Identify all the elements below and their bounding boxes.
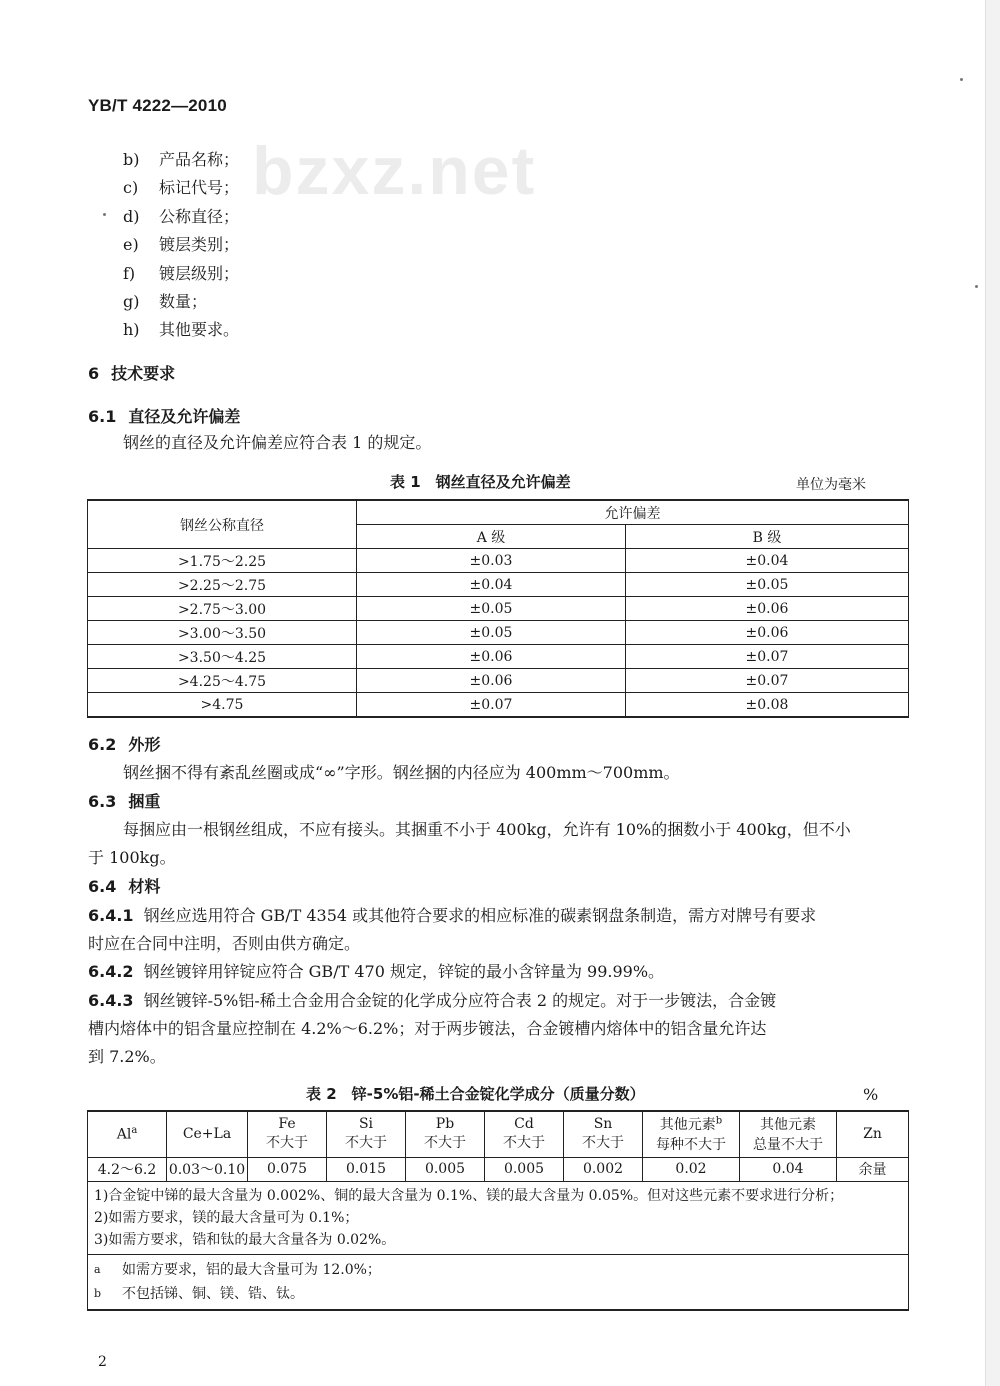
section-6-3-line1: 每捆应由一根钢丝组成，不应有接头。其捆重不小于 400kg，允许有 10%的捆数小于 400kg，但不小 bbox=[123, 820, 851, 839]
section-6-3-heading: 6.3 捆重 bbox=[88, 792, 161, 811]
table-2-unit: % bbox=[863, 1085, 879, 1104]
table-row: >4.75 ±0.07 ±0.08 bbox=[88, 693, 909, 718]
section-6-4-2: 6.4.2 钢丝镀锌用锌锭应符合 GB/T 470 规定，锌锭的最小含锌量为 99.99%。 bbox=[88, 962, 665, 981]
table-2-header: Pb 不大于 bbox=[406, 1111, 485, 1157]
footnote-item: a 如需方要求，铝的最大含量可为 12.0%； bbox=[94, 1261, 381, 1278]
table-2 bbox=[87, 1110, 909, 1311]
table-1-header-a: A 级 bbox=[357, 525, 626, 549]
section-6-4-3-line1: 6.4.3 钢丝镀锌-5%铝-稀土合金用合金锭的化学成分应符合表 2 的规定。对于一步镀法，合金镀 bbox=[88, 991, 777, 1010]
list-item: c) 标记代号； bbox=[123, 178, 240, 197]
section-6-4-1-line2: 时应在合同中注明，否则由供方确定。 bbox=[88, 934, 361, 953]
table-2-header: Sn 不大于 bbox=[564, 1111, 643, 1157]
table-row: 4.2～6.2 0.03～0.10 0.075 0.015 0.005 0.005 0.002 0.02 0.04 余量 bbox=[88, 1157, 909, 1181]
table-2-caption: 表 2 锌-5%铝-稀土合金锭化学成分（质量分数） bbox=[306, 1085, 645, 1103]
table-1-caption: 表 1 钢丝直径及允许偏差 bbox=[390, 473, 571, 491]
scan-speck bbox=[960, 78, 963, 81]
table-2-header: Ce+La bbox=[167, 1111, 248, 1157]
note-item: 2)如需方要求，镁的最大含量可为 0.1%； bbox=[94, 1209, 359, 1226]
table-2-header: 其他元素$^b$ 每种不大于 bbox=[643, 1111, 740, 1157]
page-edge bbox=[985, 0, 1000, 1386]
table-2-header: Zn bbox=[837, 1111, 909, 1157]
list-item: e) 镀层类别； bbox=[123, 235, 240, 254]
table-2-header: Cd 不大于 bbox=[485, 1111, 564, 1157]
section-6-4-3-line3: 到 7.2%。 bbox=[88, 1047, 166, 1066]
table-1-header-diameter: 钢丝公称直径 bbox=[88, 500, 357, 549]
table-1-header-b: B 级 bbox=[626, 525, 909, 549]
section-6-4-1-line1: 6.4.1 钢丝应选用符合 GB/T 4354 或其他符合要求的相应标准的碳素钢盘条制造，需方对牌号有要求 bbox=[88, 906, 817, 925]
section-6-1-body: 钢丝的直径及允许偏差应符合表 1 的规定。 bbox=[123, 433, 432, 452]
list-item: d) 公称直径； bbox=[123, 207, 240, 226]
section-6-2-body: 钢丝捆不得有紊乱丝圈或成“∞”字形。钢丝捆的内径应为 400mm～700mm。 bbox=[123, 763, 680, 782]
section-6-3-line2: 于 100kg。 bbox=[88, 848, 176, 867]
scan-speck bbox=[975, 285, 978, 288]
section-6-2-heading: 6.2 外形 bbox=[88, 735, 161, 754]
table-1 bbox=[87, 499, 909, 718]
table-2-notes bbox=[88, 1181, 909, 1254]
table-row: >3.00～3.50 ±0.05 ±0.06 bbox=[88, 621, 909, 645]
table-row: >1.75～2.25 ±0.03 ±0.04 bbox=[88, 549, 909, 573]
table-row: >4.25～4.75 ±0.06 ±0.07 bbox=[88, 669, 909, 693]
table-2-header: 其他元素 总量不大于 bbox=[740, 1111, 837, 1157]
section-6-4-heading: 6.4 材料 bbox=[88, 877, 161, 896]
table-row: >2.25～2.75 ±0.04 ±0.05 bbox=[88, 573, 909, 597]
table-2-header: Si 不大于 bbox=[327, 1111, 406, 1157]
watermark: bzxz.net bbox=[252, 133, 537, 209]
table-1-header-tolerance: 允许偏差 bbox=[357, 500, 909, 525]
scan-speck bbox=[103, 213, 106, 216]
section-6-4-3-line2: 槽内熔体中的铝含量应控制在 4.2%～6.2%；对于两步镀法，合金镀槽内熔体中的铝含量允许达 bbox=[88, 1019, 767, 1038]
table-1-unit: 单位为毫米 bbox=[796, 477, 866, 493]
document-code: YB/T 4222—2010 bbox=[88, 96, 227, 115]
footnote-item: b 不包括锑、铜、镁、锆、钛。 bbox=[94, 1285, 304, 1302]
table-2-header: Al$^a$ bbox=[88, 1111, 167, 1157]
note-item: 1)合金锭中锑的最大含量为 0.002%、铜的最大含量为 0.1%、镁的最大含量为 0.05%。但对这些元素不要求进行分析； bbox=[94, 1187, 844, 1204]
list-item: b) 产品名称； bbox=[123, 150, 240, 169]
list-item: g) 数量； bbox=[123, 292, 208, 311]
section-6-1-heading: 6.1 直径及允许偏差 bbox=[88, 407, 241, 426]
table-2-header: Fe 不大于 bbox=[248, 1111, 327, 1157]
list-item: h) 其他要求。 bbox=[123, 320, 240, 339]
list-item: f) 镀层级别； bbox=[123, 264, 240, 283]
page-number: 2 bbox=[98, 1354, 107, 1370]
note-item: 3)如需方要求，锆和钛的最大含量各为 0.02%。 bbox=[94, 1231, 396, 1248]
section-6-heading: 6 技术要求 bbox=[88, 364, 176, 383]
table-2-footnotes bbox=[88, 1254, 909, 1310]
table-row: >2.75～3.00 ±0.05 ±0.06 bbox=[88, 597, 909, 621]
table-row: >3.50～4.25 ±0.06 ±0.07 bbox=[88, 645, 909, 669]
